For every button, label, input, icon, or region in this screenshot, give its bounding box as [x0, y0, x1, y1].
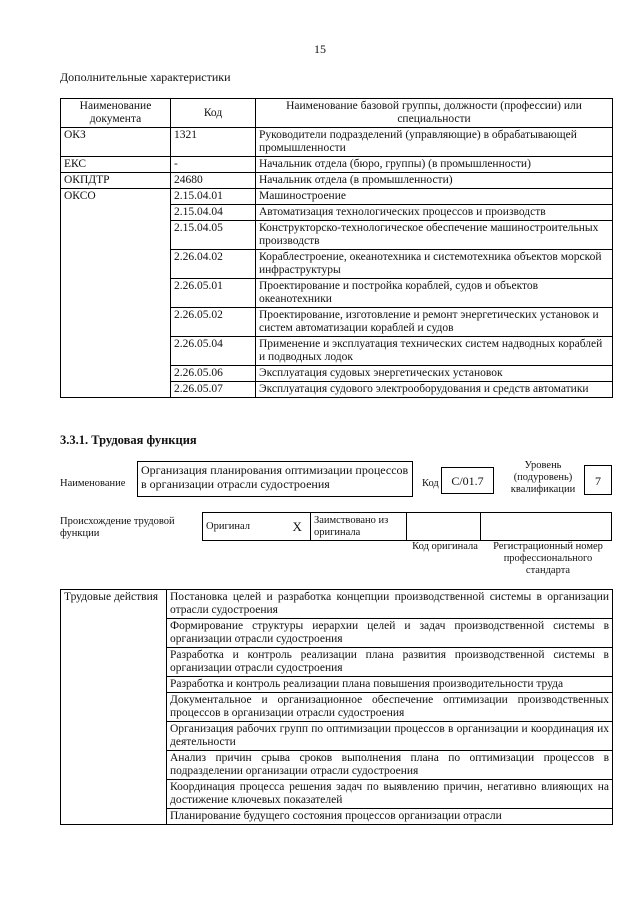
- name-cell: Эксплуатация судовых энергетических установок: [256, 366, 613, 382]
- origin-table: [202, 512, 612, 541]
- document-cell: ОКСО: [61, 189, 171, 205]
- name-cell: Руководители подразделений (управляющие) в обрабатывающей промышленности: [256, 128, 613, 157]
- name-cell: Машиностроение: [256, 189, 613, 205]
- table-row: [61, 337, 613, 366]
- action-item: Организация рабочих групп по оптимизации процессов в организации и координация их деятельности: [167, 722, 613, 751]
- table-row: [61, 382, 613, 398]
- page-number: 15: [314, 42, 326, 56]
- document-cell: [61, 205, 171, 221]
- code-original-caption: Код оригинала: [412, 541, 478, 552]
- action-item: Постановка целей и разработка концепции производственной системы в организации отрасли судостроения: [167, 590, 613, 619]
- table-row: [61, 157, 613, 173]
- code-cell: 24680: [171, 173, 256, 189]
- code-cell: 2.26.05.02: [171, 308, 256, 337]
- header-code: Код: [171, 99, 256, 128]
- code-cell: 2.26.04.02: [171, 250, 256, 279]
- action-item: Разработка и контроль реализации плана повышения производительности труда: [167, 677, 613, 693]
- table-row: [61, 250, 613, 279]
- document-cell: [61, 337, 171, 366]
- name-cell: Автоматизация технологических процессов и производств: [256, 205, 613, 221]
- code-cell: 2.26.05.01: [171, 279, 256, 308]
- document-cell: [61, 382, 171, 398]
- table-row: [61, 366, 613, 382]
- origin-label: Происхождение трудовой функции: [60, 516, 175, 539]
- name-cell: Применение и эксплуатация технических систем надводных кораблей и подводных лодок: [256, 337, 613, 366]
- document-cell: [61, 221, 171, 250]
- labor-actions-table: [60, 589, 613, 825]
- additional-characteristics-table: [60, 98, 613, 398]
- code-cell: 1321: [171, 128, 256, 157]
- name-cell: Проектирование и постройка кораблей, судов и объектов океанотехники: [256, 279, 613, 308]
- action-item: Анализ причин срыва сроков выполнения плана по оптимизации процессов в подразделении организации отрасли судостроения: [167, 751, 613, 780]
- name-cell: Эксплуатация судового электрооборудования и средств автоматики: [256, 382, 613, 398]
- code-label: Код: [422, 478, 439, 489]
- table-row: [61, 205, 613, 221]
- code-cell: 2.26.05.07: [171, 382, 256, 398]
- table-row: [61, 279, 613, 308]
- code-cell: -: [171, 157, 256, 173]
- additional-characteristics-title: Дополнительные характеристики: [60, 70, 231, 84]
- document-cell: [61, 279, 171, 308]
- table-row: [61, 128, 613, 157]
- name-cell: Кораблестроение, океанотехника и системотехника объектов морской инфраструктуры: [256, 250, 613, 279]
- action-item: Формирование структуры иерархии целей и задач производственной системы в организации отрасли судостроения: [167, 619, 613, 648]
- reg-number-cell: [481, 513, 612, 541]
- origin-row: [203, 513, 612, 541]
- action-item: Документальное и организационное обеспечение оптимизации производственных процессов в организации отрасли судостроения: [167, 693, 613, 722]
- function-code-box: C/01.7: [441, 467, 494, 494]
- document-cell: ОКПДТР: [61, 173, 171, 189]
- name-cell: Начальник отдела (бюро, группы) (в промышленности): [256, 157, 613, 173]
- table-row: [61, 173, 613, 189]
- table-header-row: [61, 99, 613, 128]
- code-cell: 2.15.04.05: [171, 221, 256, 250]
- code-cell: 2.26.05.06: [171, 366, 256, 382]
- function-name-box: Организация планирования оптимизации процессов в организации отрасли судостроения: [137, 461, 413, 497]
- table-row: [61, 308, 613, 337]
- action-item: Планирование будущего состояния процессов организации отрасли: [167, 809, 613, 825]
- name-cell: Проектирование, изготовление и ремонт энергетических установок и систем автоматизации кораблей и судов: [256, 308, 613, 337]
- document-cell: ЕКС: [61, 157, 171, 173]
- table-row: [61, 221, 613, 250]
- labor-function-heading: 3.3.1. Трудовая функция: [60, 433, 197, 447]
- original-label: Оригинал: [203, 513, 285, 541]
- document-cell: [61, 366, 171, 382]
- reg-number-caption: Регистрационный номер профессионального стандарта: [493, 541, 603, 576]
- header-name: Наименование базовой группы, должности (профессии) или специальности: [256, 99, 613, 128]
- action-item: Координация процесса решения задач по выявлению причин, негативно влияющих на достижение ключевых показателей: [167, 780, 613, 809]
- document-cell: [61, 250, 171, 279]
- qualification-level-box: 7: [584, 465, 612, 495]
- labor-actions-label: Трудовые действия: [61, 590, 167, 825]
- original-mark: X: [285, 513, 311, 541]
- code-original-cell: [407, 513, 481, 541]
- document-cell: ОКЗ: [61, 128, 171, 157]
- table-row: [61, 189, 613, 205]
- name-label: Наименование: [60, 478, 126, 489]
- name-cell: Начальник отдела (в промышленности): [256, 173, 613, 189]
- document-cell: [61, 308, 171, 337]
- header-document: Наименование документа: [61, 99, 171, 128]
- code-cell: 2.26.05.04: [171, 337, 256, 366]
- code-cell: 2.15.04.04: [171, 205, 256, 221]
- action-row: [61, 590, 613, 619]
- name-cell: Конструкторско-технологическое обеспечение машиностроительных производств: [256, 221, 613, 250]
- action-item: Разработка и контроль реализации плана развития производственной системы в организации отрасли судостроения: [167, 648, 613, 677]
- qualification-level-label: Уровень (подуровень) квалификации: [510, 460, 576, 495]
- borrowed-label: Заимствовано из оригинала: [311, 513, 407, 541]
- code-cell: 2.15.04.01: [171, 189, 256, 205]
